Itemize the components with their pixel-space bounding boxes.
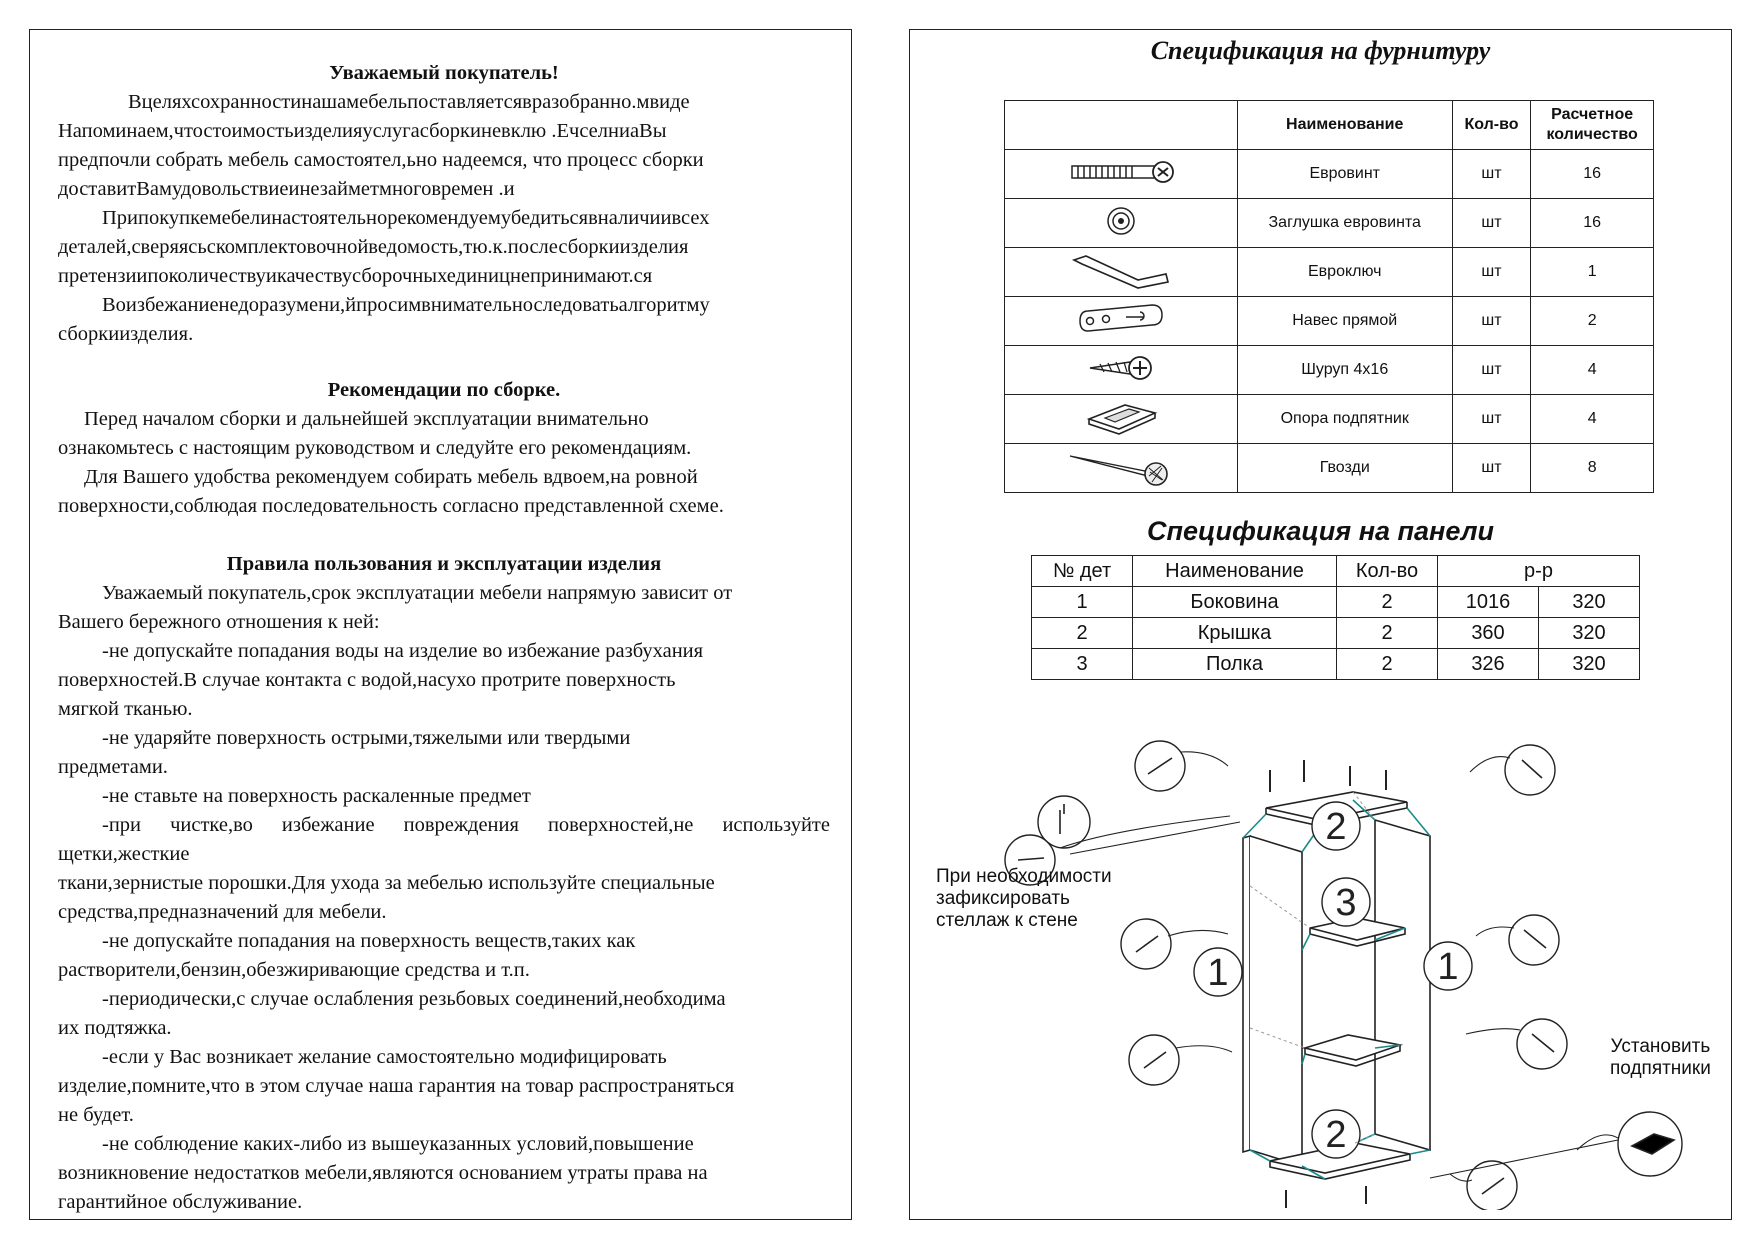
rules-line: ткани,зернистые порошки.Для ухода за мебелью используйте специальные: [58, 872, 715, 894]
table-row: [1005, 150, 1654, 199]
part-size-b: 320: [1539, 649, 1640, 680]
hardware-qty: 4: [1531, 395, 1654, 444]
part-qty: 2: [1337, 649, 1438, 680]
part-label-1-left-text: 1: [1207, 952, 1229, 994]
table-row: [1005, 248, 1654, 297]
hardware-qty: 8: [1531, 444, 1654, 493]
rules-line: средства,предназначений для мебели.: [58, 901, 387, 923]
intro-line: Припокупкемебелинастоятельнорекомендуемубедитьсявналичиивсех: [102, 207, 710, 229]
hardware-name: Евроключ: [1237, 248, 1452, 297]
hardware-table: [1004, 100, 1654, 493]
rec-line: поверхности,соблюдая последовательность согласно представленной схеме.: [58, 495, 724, 517]
rules-title: Правила пользования и эксплуатации изделия: [226, 553, 662, 575]
intro-line: доставитВамудовольствиеинезайметмноговремен .и: [58, 178, 515, 200]
hex-key-icon: [1005, 248, 1238, 297]
part-qty: 2: [1337, 587, 1438, 618]
table-row: [1005, 395, 1654, 444]
hardware-name: Заглушка евровинта: [1237, 199, 1452, 248]
rules-line: изделие,помните,что в этом случае наша гарантия на товар распространяться: [58, 1075, 735, 1097]
hardware-name: Евровинт: [1237, 150, 1452, 199]
recommendations-section: [58, 376, 830, 521]
table-row: [1032, 649, 1640, 680]
wall-fix-note: [936, 866, 1112, 932]
hardware-unit: шт: [1452, 444, 1531, 493]
wall-fix-note-line: При необходимости: [936, 866, 1112, 887]
header-qty: Кол-во: [1337, 556, 1438, 587]
rules-line: предметами.: [58, 756, 168, 778]
header-qty: Кол-во: [1452, 101, 1531, 150]
table-row: [1005, 346, 1654, 395]
header-name: Наименование: [1133, 556, 1337, 587]
foot-glide-icon: [1005, 395, 1238, 444]
header-calc-qty: [1531, 101, 1654, 150]
rec-line: Для Вашего удобства рекомендуем собирать мебель вдвоем,на ровной: [84, 466, 698, 488]
rules-line: гарантийное обслуживание.: [58, 1191, 303, 1213]
part-no: 2: [1032, 618, 1133, 649]
hardware-qty: 16: [1531, 199, 1654, 248]
rules-line: поверхностей.В случае контакта с водой,насухо протрите поверхность: [58, 669, 676, 691]
greeting-title: Уважаемый покупатель!: [329, 62, 559, 84]
hardware-name: Гвозди: [1237, 444, 1452, 493]
intro-line: Напоминаем,чтостоимостьизделияуслугасборкиневклю .ЕчселниаВы: [58, 120, 667, 142]
panels-spec-title: Спецификация на панели: [1147, 516, 1494, 546]
hardware-spec-title: Спецификация на фурнитуру: [1150, 36, 1491, 65]
hardware-qty: 1: [1531, 248, 1654, 297]
wall-fix-note-line: зафиксировать: [936, 888, 1070, 909]
rules-section: [58, 550, 830, 1217]
rules-line: их подтяжка.: [58, 1017, 172, 1039]
table-row: [1005, 199, 1654, 248]
header-size: р-р: [1438, 556, 1640, 587]
part-size-b: 320: [1539, 618, 1640, 649]
panels-header-row: [1032, 556, 1640, 587]
part-size-a: 326: [1438, 649, 1539, 680]
rules-line: -если у Вас возникает желание самостоятельно модифицировать: [102, 1046, 667, 1068]
rules-line: -при чистке,во избежание повреждения поверхностей,не используйте щетки,жесткие: [58, 814, 830, 865]
hardware-name: Шуруп 4х16: [1237, 346, 1452, 395]
hardware-unit: шт: [1452, 199, 1531, 248]
part-label-2-bottom-text: 2: [1325, 1114, 1347, 1156]
rules-line: мягкой тканью.: [58, 698, 193, 720]
screw-callout-icon: [1505, 745, 1555, 795]
screw-cap-icon: [1005, 199, 1238, 248]
feet-note: [1610, 1036, 1711, 1080]
table-row: [1032, 587, 1640, 618]
rules-line: возникновение недостатков мебели,являются основанием утраты права на: [58, 1162, 708, 1184]
part-label-3-text: 3: [1335, 882, 1357, 924]
screw-callout-icon: [1467, 1161, 1517, 1210]
part-size-b: 320: [1539, 587, 1640, 618]
screw-callout-icon: [1517, 1019, 1567, 1069]
hardware-name: Опора подпятник: [1237, 395, 1452, 444]
header-calc-qty-line1: Расчетное: [1551, 106, 1634, 123]
specification-page: [909, 29, 1732, 1220]
nail-icon: [1005, 444, 1238, 493]
hardware-qty: 2: [1531, 297, 1654, 346]
part-name: Полка: [1133, 649, 1337, 680]
rules-line: Уважаемый покупатель,срок эксплуатации мебели напрямую зависит от: [102, 582, 733, 604]
part-name: Боковина: [1133, 587, 1337, 618]
hardware-header-row: [1005, 101, 1654, 150]
part-no: 1: [1032, 587, 1133, 618]
instructions-page: [29, 29, 852, 1220]
header-name: Наименование: [1237, 101, 1452, 150]
eurovint-screw-icon: [1005, 150, 1238, 199]
header-image-cell: [1005, 101, 1238, 150]
feet-note-line: подпятники: [1610, 1058, 1711, 1079]
hardware-unit: шт: [1452, 346, 1531, 395]
hardware-unit: шт: [1452, 150, 1531, 199]
greeting-section: [58, 59, 830, 349]
header-part-no: № дет: [1032, 556, 1133, 587]
intro-line: деталей,сверяясьскомплектовочнойведомость,тю.к.послесборкиизделия: [58, 236, 689, 258]
header-calc-qty-line2: количество: [1546, 126, 1638, 143]
recommendations-title: Рекомендации по сборке.: [327, 379, 561, 401]
part-label-2-top-text: 2: [1325, 806, 1347, 848]
intro-line: претензиипоколичествуикачествусборочныхединицнепринимают.ся: [58, 265, 653, 287]
wood-screw-icon: [1005, 346, 1238, 395]
screw-callout-icon: [1509, 915, 1559, 965]
part-qty: 2: [1337, 618, 1438, 649]
table-row: [1005, 444, 1654, 493]
rules-line: -не соблюдение каких-либо из вышеуказанных условий,повышение: [102, 1133, 694, 1155]
hardware-qty: 16: [1531, 150, 1654, 199]
rules-line: -не ударяйте поверхность острыми,тяжелыми или твердыми: [102, 727, 631, 749]
part-name: Крышка: [1133, 618, 1337, 649]
part-size-a: 360: [1438, 618, 1539, 649]
rules-line: -не допускайте попадания воды на изделие во избежание разбухания: [102, 640, 704, 662]
part-no: 3: [1032, 649, 1133, 680]
feet-note-line: Установить: [1610, 1036, 1711, 1057]
rec-line: Перед началом сборки и дальнейшей эксплуатации внимательно: [84, 408, 649, 430]
assembly-diagram: [910, 730, 1733, 1210]
rules-line: не будет.: [58, 1104, 134, 1126]
part-size-a: 1016: [1438, 587, 1539, 618]
hanger-plate-icon: [1005, 297, 1238, 346]
hardware-unit: шт: [1452, 297, 1531, 346]
table-row: [1005, 297, 1654, 346]
wall-fix-note-line: стеллаж к стене: [936, 910, 1078, 931]
rules-line: Вашего бережного отношения к ней:: [58, 611, 380, 633]
intro-line: Вцеляхсохранностинашамебельпоставляетсявразобранно.мвиде: [128, 91, 690, 113]
intro-line: Воизбежаниенедоразумени,йпросимвнимательноследоватьалгоритму: [102, 294, 710, 316]
rec-line: ознакомьтесь с настоящим руководством и следуйте его рекомендациям.: [58, 437, 692, 459]
rules-line: -периодически,с случае ослабления резьбовых соединений,необходима: [102, 988, 726, 1010]
table-row: [1032, 618, 1640, 649]
hardware-unit: шт: [1452, 248, 1531, 297]
intro-line: предпочли собрать мебель самостоятел,ьно надеемся, что процесс сборки: [58, 149, 704, 171]
hardware-name: Навес прямой: [1237, 297, 1452, 346]
intro-line: сборкиизделия.: [58, 323, 194, 345]
rules-line: -не ставьте на поверхность раскаленные предмет: [102, 785, 531, 807]
hardware-unit: шт: [1452, 395, 1531, 444]
rules-line: растворители,бензин,обезжиривающие средства и т.п.: [58, 959, 530, 981]
hardware-qty: 4: [1531, 346, 1654, 395]
part-label-1-right-text: 1: [1437, 946, 1459, 988]
rules-line: -не допускайте попадания на поверхность веществ,таких как: [102, 930, 636, 952]
panels-table: [1031, 555, 1640, 680]
